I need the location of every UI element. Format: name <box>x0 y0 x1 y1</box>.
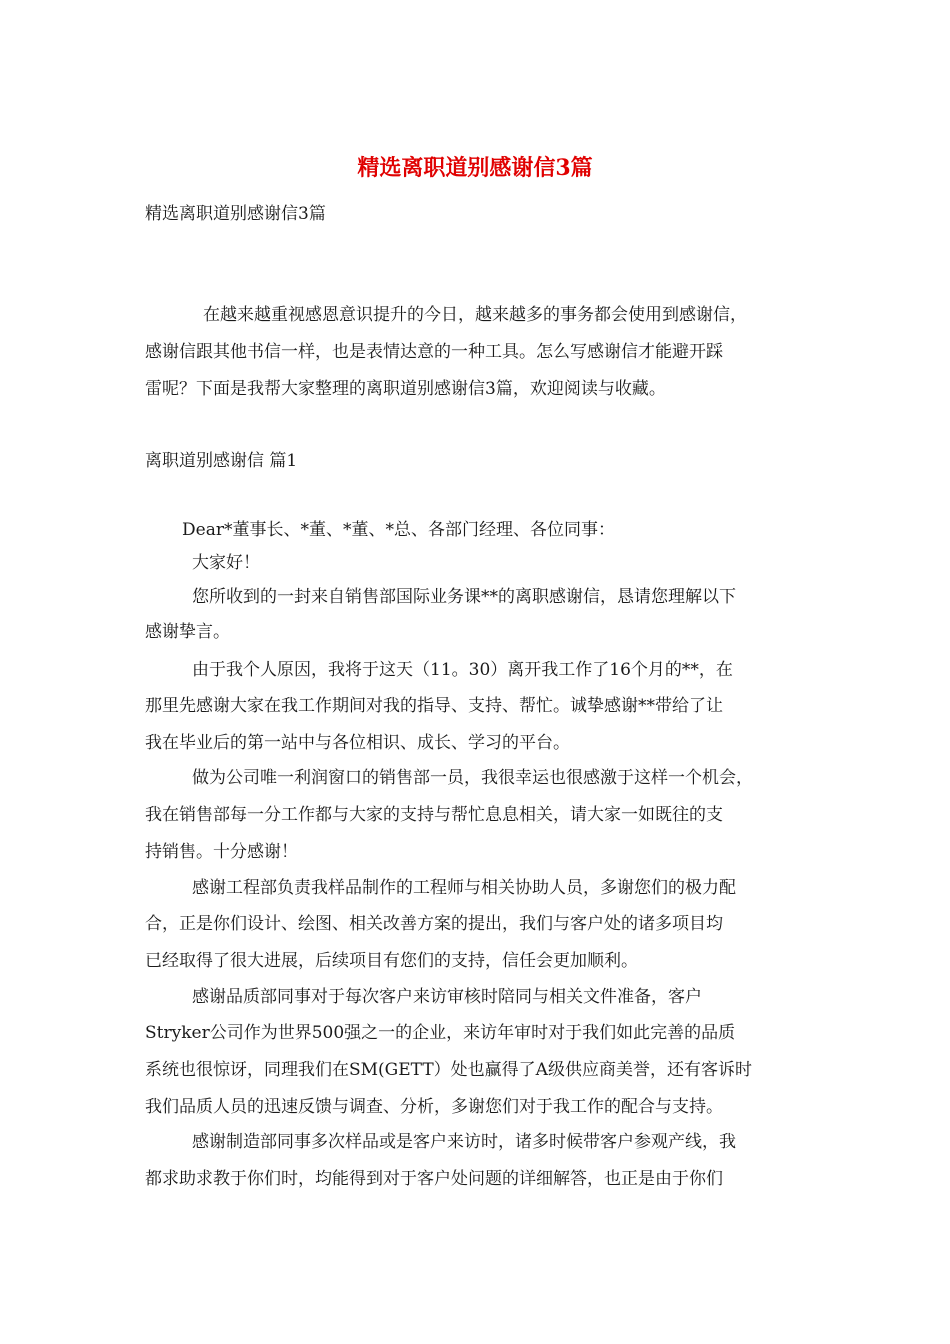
letter-salutation: Dear*董事长、*董、*董、*总、各部门经理、各位同事： <box>182 520 615 540</box>
letter-line: 我们品质人员的迅速反馈与调查、分析，多谢您们对于我工作的配合与支持。 <box>145 1097 723 1117</box>
letter-line: 合，正是你们设计、绘图、相关改善方案的提出，我们与客户处的诸多项目均 <box>145 914 723 934</box>
letter-line: 已经取得了很大进展，后续项目有您们的支持，信任会更加顺利。 <box>145 951 638 971</box>
section-heading: 离职道别感谢信 篇1 <box>145 451 298 471</box>
letter-line: 感谢制造部同事多次样品或是客户来访时，诸多时候带客户参观产线，我 <box>192 1132 736 1152</box>
document-subtitle: 精选离职道别感谢信3篇 <box>145 204 326 224</box>
letter-line: 持销售。十分感谢！ <box>145 842 298 862</box>
letter-line: Stryker公司作为世界500强之一的企业，来访年审时对于我们如此完善的品质 <box>145 1023 736 1043</box>
document-title: 精选离职道别感谢信3篇 <box>357 155 593 181</box>
intro-line: 感谢信跟其他书信一样，也是表情达意的一种工具。怎么写感谢信才能避开踩 <box>145 342 723 362</box>
letter-line: 那里先感谢大家在我工作期间对我的指导、支持、帮忙。诚挚感谢**带给了让 <box>145 696 723 716</box>
letter-line: 您所收到的一封来自销售部国际业务课**的离职感谢信，恳请您理解以下 <box>192 587 736 607</box>
letter-line: 我在毕业后的第一站中与各位相识、成长、学习的平台。 <box>145 733 570 753</box>
letter-line: 大家好！ <box>192 553 260 573</box>
letter-line: 感谢工程部负责我样品制作的工程师与相关协助人员，多谢您们的极力配 <box>192 878 736 898</box>
intro-line: 雷呢？下面是我帮大家整理的离职道别感谢信3篇，欢迎阅读与收藏。 <box>145 379 666 399</box>
letter-line: 都求助求教于你们时，均能得到对于客户处问题的详细解答，也正是由于你们 <box>145 1169 723 1189</box>
letter-line: 我在销售部每一分工作都与大家的支持与帮忙息息相关，请大家一如既往的支 <box>145 805 723 825</box>
intro-line: 在越来越重视感恩意识提升的今日，越来越多的事务都会使用到感谢信， <box>203 305 747 325</box>
letter-line: 感谢挚言。 <box>145 622 230 642</box>
letter-line: 感谢品质部同事对于每次客户来访审核时陪同与相关文件准备，客户 <box>192 987 702 1007</box>
letter-line: 系统也很惊讶，同理我们在SM(GETT）处也赢得了A级供应商美誉，还有客诉时 <box>145 1060 752 1080</box>
letter-line: 由于我个人原因，我将于这天（11。30）离开我工作了16个月的**，在 <box>192 660 733 680</box>
letter-line: 做为公司唯一利润窗口的销售部一员，我很幸运也很感激于这样一个机会， <box>192 768 753 788</box>
